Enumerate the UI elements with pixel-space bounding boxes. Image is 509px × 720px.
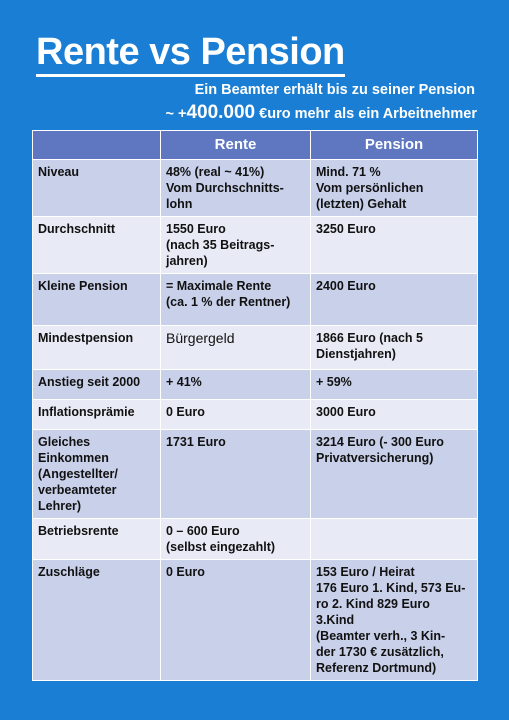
cell-pension: + 59% <box>311 370 478 400</box>
table-row <box>33 160 478 217</box>
row-label: Mindestpension <box>33 326 161 370</box>
table-row <box>33 430 478 519</box>
cell-pension: 1866 Euro (nach 5 Dienstjahren) <box>311 326 478 370</box>
cell-rente: 1731 Euro <box>161 430 311 519</box>
cell-pension: Mind. 71 % Vom persönlichen (letzten) Gehalt <box>311 160 478 217</box>
cell-pension: 2400 Euro <box>311 274 478 326</box>
cell-pension: 3000 Euro <box>311 400 478 430</box>
row-label: Niveau <box>33 160 161 217</box>
subtitle-line-2 <box>165 102 477 124</box>
row-label: Gleiches Einkommen (Angestellter/ verbeamteter Lehrer) <box>33 430 161 519</box>
cell-rente: + 41% <box>161 370 311 400</box>
table-row <box>33 560 478 681</box>
page-title: Rente vs Pension <box>36 30 345 77</box>
cell-rente: = Maximale Rente (ca. 1 % der Rentner) <box>161 274 311 326</box>
table-row <box>33 217 478 274</box>
table-row <box>33 370 478 400</box>
table-row <box>33 400 478 430</box>
cell-pension: 3250 Euro <box>311 217 478 274</box>
cell-rente: 0 – 600 Euro (selbst eingezahlt) <box>161 519 311 560</box>
header-empty <box>33 131 161 160</box>
cell-pension: 153 Euro / Heirat 176 Euro 1. Kind, 573 Eu- ro 2. Kind 829 Euro 3.Kind (Beamter verh., 3 Kin- der 1730 € zusätzlich, Referenz Dortmund) <box>311 560 478 681</box>
cell-rente: 48% (real ~ 41%) Vom Durchschnitts- lohn <box>161 160 311 217</box>
cell-rente: 1550 Euro (nach 35 Beitrags- jahren) <box>161 217 311 274</box>
comparison-table <box>32 130 478 681</box>
table-header-row <box>33 131 478 160</box>
row-label: Anstieg seit 2000 <box>33 370 161 400</box>
cell-rente: 0 Euro <box>161 560 311 681</box>
cell-rente: 0 Euro <box>161 400 311 430</box>
subtitle-line-1: Ein Beamter erhält bis zu seiner Pension <box>194 82 475 98</box>
table-row <box>33 326 478 370</box>
subtitle-suffix: €uro mehr als ein Arbeitnehmer <box>255 106 477 122</box>
row-label: Inflationsprämie <box>33 400 161 430</box>
row-label: Zuschläge <box>33 560 161 681</box>
cell-rente: Bürgergeld <box>161 326 311 370</box>
cell-pension: 3214 Euro (- 300 Euro Privatversicherung) <box>311 430 478 519</box>
row-label: Durchschnitt <box>33 217 161 274</box>
table-row <box>33 274 478 326</box>
row-label: Kleine Pension <box>33 274 161 326</box>
header-pension: Pension <box>311 131 478 160</box>
row-label: Betriebsrente <box>33 519 161 560</box>
subtitle-amount: 400.000 <box>186 102 256 123</box>
header-rente: Rente <box>161 131 311 160</box>
cell-pension <box>311 519 478 560</box>
table-row <box>33 519 478 560</box>
subtitle-prefix: ~ + <box>165 106 187 122</box>
